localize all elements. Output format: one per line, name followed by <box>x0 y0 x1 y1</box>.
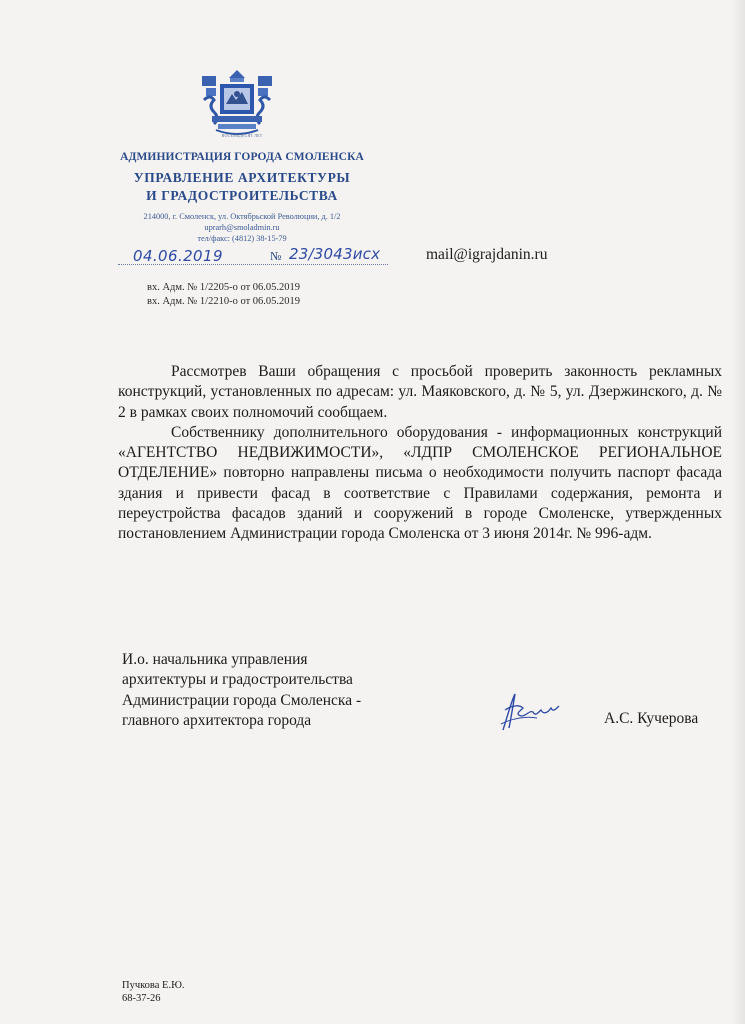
registration-date: 04.06.2019 <box>133 247 223 265</box>
body-paragraph-2: Собственнику дополнительного оборудования - информационных конструкций «АГЕНТСТВО НЕДВИЖИМОСТИ», «ЛДПР СМОЛЕНСКОЕ РЕГИОНАЛЬНОЕ ОТДЕЛЕНИЕ» повторно направлены письма о необходимости получить паспорт фасада здания и привести фасад в соответствие с Правилами содержания, ремонта и переустройства фасадов зданий и сооружений в городе Смоленске, утвержденных постановлением Администрации города Смоленска от 3 июня 2014г. № 996-адм. <box>118 423 722 543</box>
signature-title-line3: Администрации города Смоленска - <box>122 691 362 709</box>
org-name-line2: УПРАВЛЕНИЕ АРХИТЕКТУРЫ <box>133 170 351 185</box>
registration-number-label: № <box>270 249 282 263</box>
handwritten-signature-icon <box>493 688 563 734</box>
signer-name: А.С. Кучерова <box>604 710 699 727</box>
letterhead-address: 214000, г. Смоленск, ул. Октябрьской Революции, д. 1/2 <box>143 212 341 221</box>
executor-name: Пучкова Е.Ю. <box>122 980 185 991</box>
seal-caption: ВОСЕМЬДЕСЯТ ЛЕТ <box>221 133 263 138</box>
letterhead-phone: тел/факс: (4812) 38-15-79 <box>197 234 287 243</box>
executor-phone: 68-37-26 <box>122 993 161 1004</box>
registration-number: 23/3043исх <box>289 245 381 263</box>
signature-title-block <box>122 650 361 732</box>
letterhead-email: uprarh@smoladmin.ru <box>204 223 280 232</box>
recipient-email: mail@igrajdanin.ru <box>426 246 548 263</box>
incoming-reference-2: вх. Адм. № 1/2210-о от 06.05.2019 <box>147 296 301 307</box>
body-paragraph-1: Рассмотрев Ваши обращения с просьбой проверить законность рекламных конструкций, установленных по адресам: ул. Маяковского, д. № 5, ул. Дзержинского, д. № 2 в рамках своих полномочий сообщаем. <box>118 363 722 421</box>
executor-info <box>122 979 185 1005</box>
letter-body <box>118 362 722 545</box>
signature-title-line4: главного архитектора города <box>122 712 312 730</box>
signature-title-line2: архитектуры и градостроительства <box>122 671 353 689</box>
org-name-line3: И ГРАДОСТРОИТЕЛЬСТВА <box>146 188 338 203</box>
org-name-line1: АДМИНИСТРАЦИЯ ГОРОДА СМОЛЕНСКА <box>120 151 364 163</box>
signature-title-line1: И.о. начальника управления <box>122 651 308 668</box>
incoming-reference-1: вх. Адм. № 1/2205-о от 06.05.2019 <box>147 282 301 293</box>
coat-of-arms-icon <box>196 66 278 138</box>
page-edge-shadow <box>731 0 745 1024</box>
